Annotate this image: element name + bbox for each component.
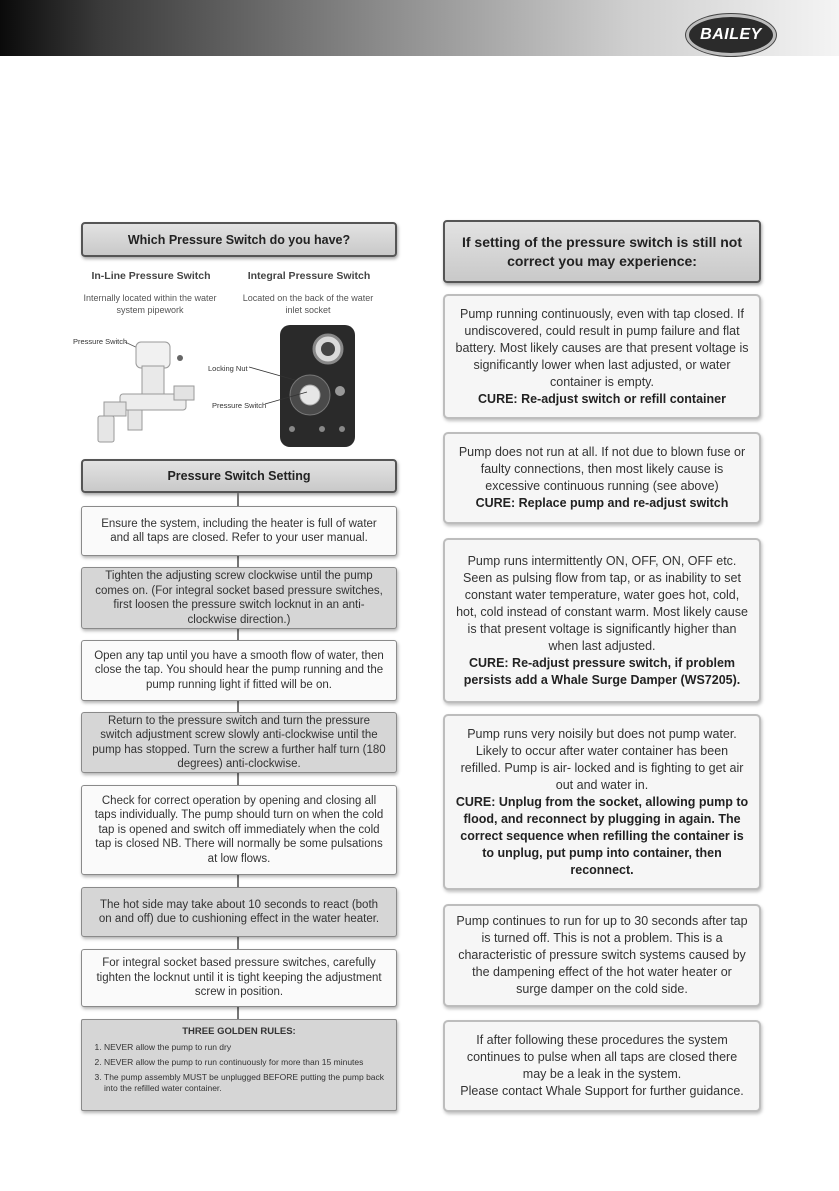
symptom-box-6	[443, 1020, 761, 1112]
connector	[237, 493, 239, 506]
question-header-text: Which Pressure Switch do you have?	[127, 232, 351, 247]
question-header	[81, 222, 397, 257]
golden-rule-item: 3. The pump assembly MUST be unplugged BEFORE putting the pump back into the refilled water container.	[104, 1072, 388, 1094]
symptom-cure: CURE: Unplug from the socket, allowing pump to flood, and reconnect by plugging in again. The correct sequence when refilling the container is to unplug, put pump into container, then reconnect.	[455, 794, 749, 877]
symptom-text: If after following these procedures the system continues to pulse when all taps are closed there may be a leak in the system.	[466, 1033, 738, 1081]
label-pointer-lines	[245, 360, 315, 410]
symptom-box-5	[443, 904, 761, 1007]
connector	[237, 773, 239, 785]
golden-rule-item: 1. NEVER allow the pump to run dry	[104, 1042, 388, 1053]
golden-rule-item: 2. NEVER allow the pump to run continuously for more than 15 minutes	[104, 1057, 388, 1068]
setting-step-7: For integral socket based pressure switches, carefully tighten the locknut until it is tight keeping the adjustment screw in position.	[81, 949, 397, 1007]
connector	[237, 937, 239, 949]
symptom-cure: CURE: Re-adjust switch or refill container	[478, 391, 726, 406]
inline-switch-desc: Internally located within the water system pipework	[83, 293, 217, 315]
integral-switch-desc: Located on the back of the water inlet socket	[242, 293, 374, 315]
setting-step-6: The hot side may take about 10 seconds to react (both on and off) due to cushioning effect in the water heater.	[81, 887, 397, 937]
setting-header-text: Pressure Switch Setting	[167, 469, 311, 483]
locking-nut-label: Locking Nut	[208, 364, 248, 373]
setting-step-1: Ensure the system, including the heater is full of water and all taps are closed. Refer to your user manual.	[81, 506, 397, 556]
symptom-text: Pump runs very noisily but does not pump water. Likely to occur after water container has been refilled. Pump is air- locked and is fighting to get air out and water in.	[460, 726, 744, 792]
symptom-box-1	[443, 294, 761, 419]
symptom-box-4	[443, 714, 761, 890]
golden-rules-list	[90, 1042, 388, 1094]
setting-step-3: Open any tap until you have a smooth flow of water, then close the tap. You should hear the pump running and the pump running light if fitted will be on.	[81, 640, 397, 701]
troubleshoot-header	[443, 220, 761, 283]
inline-pressure-switch-image	[90, 330, 202, 446]
setting-header	[81, 459, 397, 493]
symptom-cure: CURE: Replace pump and re-adjust switch	[475, 496, 729, 510]
symptom-box-2	[443, 432, 761, 524]
connector	[237, 1007, 239, 1019]
inline-pressure-switch-label: Pressure Switch	[73, 337, 128, 346]
connector	[237, 629, 239, 640]
connector	[237, 701, 239, 712]
integral-switch-title: Integral Pressure Switch	[247, 270, 371, 282]
troubleshoot-header-line2: correct you may experience:	[507, 252, 697, 269]
golden-rules-title: THREE GOLDEN RULES:	[182, 1026, 296, 1037]
symptom-text: Pump running continuously, even with tap closed. If undiscovered, could result in pump failure and flat battery. Most likely causes are that present voltage is significantly lower when last adjusted, or water container is empty.	[455, 306, 749, 389]
symptom-cure: CURE: Re-adjust pressure switch, if problem persists add a Whale Surge Damper (WS7205).	[463, 655, 741, 687]
symptom-text: Pump continues to run for up to 30 seconds after tap is turned off. This is not a problem. This is a characteristic of pressure switch systems caused by the dampening effect of the hot water heater or surge damper on the cold side.	[456, 914, 748, 996]
setting-step-5: Check for correct operation by opening and closing all taps individually. The pump should turn on when the cold tap is opened and switch off immediately when the cold tap is closed NB. There will normally be some pulsations at low flows.	[81, 785, 397, 875]
symptom-text: Pump runs intermittently ON, OFF, ON, OFF etc. Seen as pulsing flow from tap, or as inability to set constant water temperature, water goes hot, cold, hot, cold instead of constant warm. Most likely cause is that present voltage is significantly higher than when last adjusted.	[456, 553, 748, 653]
troubleshoot-header-line1: If setting of the pressure switch is still not	[461, 233, 743, 250]
symptom-box-3	[443, 538, 761, 703]
connector	[237, 875, 239, 887]
bailey-logo: BAILEY	[686, 14, 776, 56]
setting-step-2: Tighten the adjusting screw clockwise until the pump comes on. (For integral socket based pressure switches, first loosen the pressure switch locknut in an anti-clockwise direction.)	[81, 567, 397, 629]
golden-rules-box	[81, 1019, 397, 1111]
inline-switch-title: In-Line Pressure Switch	[91, 270, 211, 282]
contact-support-text: Please contact Whale Support for further guidance.	[460, 1084, 744, 1098]
setting-step-4: Return to the pressure switch and turn the pressure switch adjustment screw slowly anti-clockwise until the pump has stopped. Turn the screw a further half turn (180 degrees) anti-clockwise.	[81, 712, 397, 773]
integral-pressure-switch-label: Pressure Switch	[212, 401, 267, 410]
symptom-text: Pump does not run at all. If not due to blown fuse or faulty connections, then most likely cause is excessive continuous running (see above)	[458, 445, 746, 493]
connector	[237, 556, 239, 567]
